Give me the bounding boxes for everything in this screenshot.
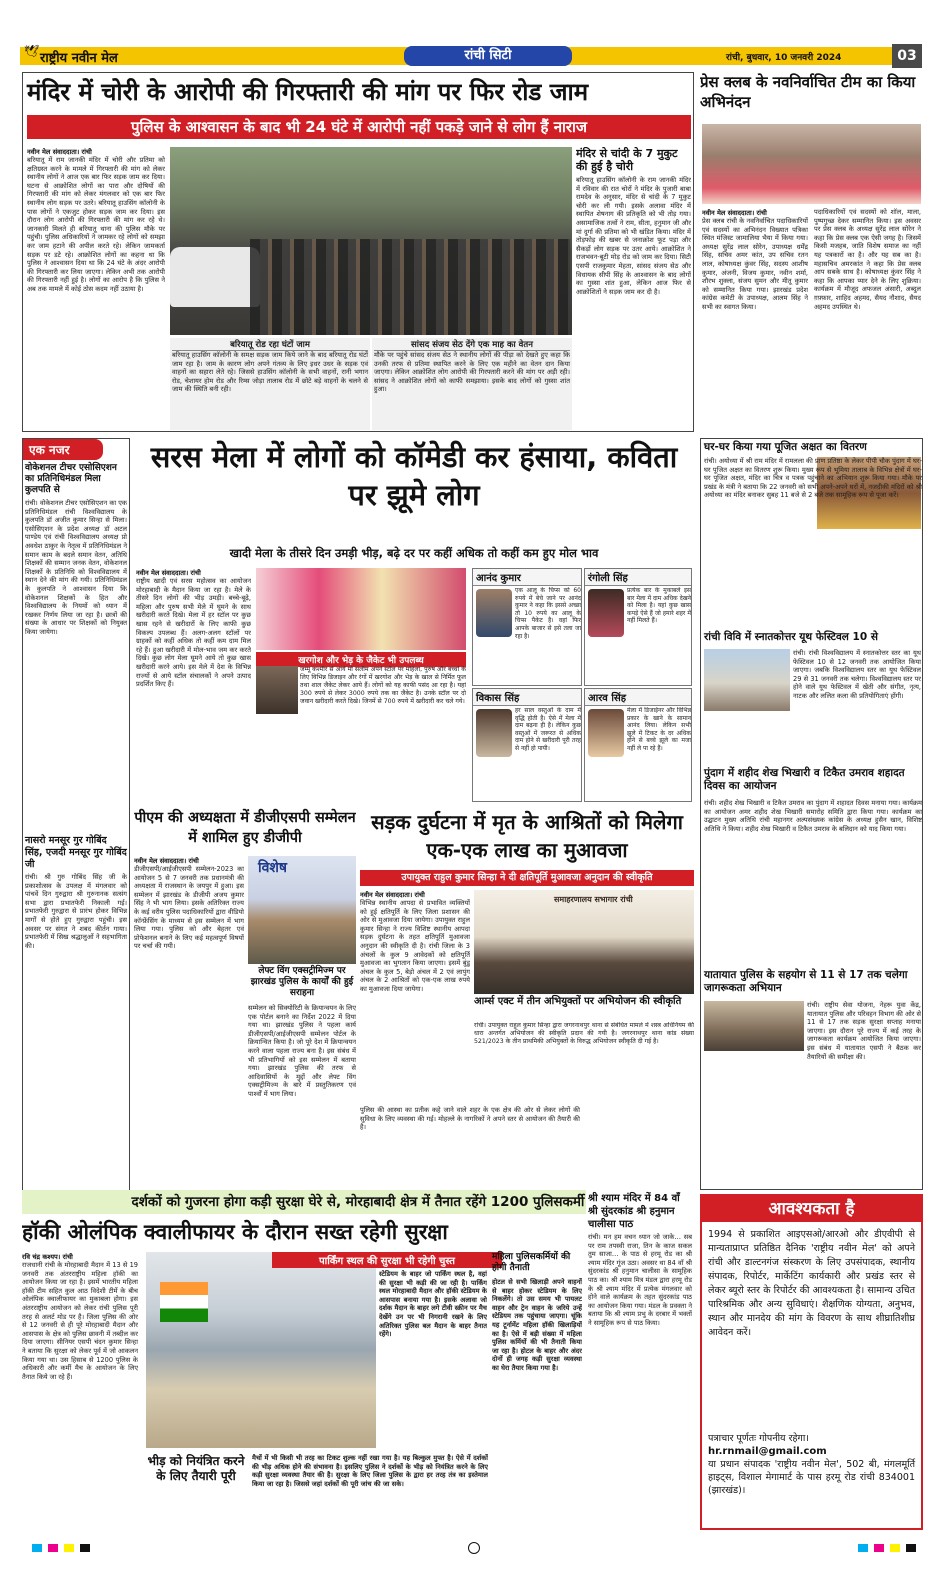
right-column	[700, 438, 923, 1190]
press-club-body-1: प्रेस क्लब रांची के नवनिर्वाचित पदाधिकारियों एवं सदस्यों का अभिनंदन विख्यात पत्रिका स्थित मंजिस्ट जामालिया भैया में किया गया। अध्यक्ष सुरेंद्र लाल सोरेन, उपाध्यक्ष धर्मेंद्र सिंह, सचिव अमर कांत, उप सचिव रतन लाल, कोषाध्यक्ष कुंवर सिंह, सदस्य आशीष कुमार, अंजनी, विजय कुमार, नवीन शर्मा, शौरभ शुक्ला, संजय सुमन और मीतू कुमार को सम्मानित किया गया। झारखंड प्रदेश कांग्रेस कमेटी के उपाध्यक्ष, आलम सिंह ने सभी का स्वागत किया।	[702, 217, 808, 311]
pundag-headline: पुंदाग में शहीद शेख भिखारी व टिकैत उमराव शहादत दिवस का आयोजन	[704, 767, 905, 792]
photo-caption-2-title: सांसद संजय सेठ देंगे एक माह का वेतन	[374, 340, 570, 351]
university-photo	[704, 649, 790, 711]
pundag-body: रांची। शहीद शेख भिखारी व टिकैत उमराव का पुंदाग में शहादत दिवस मनाया गया। कार्यक्रम का आयोजन अमर शहीद शेख भिखारी समारोह समिति द्वारा किया गया। कार्यक्रम का उद्घाटन मुख्य अतिथि रांची महानगर अल्पसंख्यक कांग्रेस के अध्यक्ष हुसैन खान, विशिष्ट अतिथि ने किया। शहीद शेख भिखारी व टिकैत उमराव के बलिदान को याद किया गया।	[704, 799, 922, 833]
vacancy-address: या प्रधान संपादक 'राष्ट्रीय नवीन मेल', 502 बी, मंगलमूर्ति हाइट्स, विशाल मेगामार्ट के पास हरमू रोड रांची 834001 (झारखंड)।	[708, 1459, 915, 1496]
color-swatch-magenta-2	[874, 1544, 884, 1552]
dgp-text-col	[134, 856, 244, 1186]
yatayat-headline: यातायात पुलिस के सहयोग से 11 से 17 तक चलेगा जागरूकता अभियान	[704, 969, 908, 994]
vendor-photo-4	[588, 709, 624, 757]
photo-caption-1-title: बरियातू रोड रहा घंटों जाम	[172, 340, 368, 351]
accident-byline: नवीन मेल संवाददाता। रांची	[360, 891, 425, 899]
vendor-text-4: मेला में डिजाईनर और विभिन्न प्रकार के खाने के सामान आनंद लिया। लेकिन सभी झूले में टिकट के दर अधिक होने से बच्चे झूले का मजा नहीं ले पा रहे हैं।	[627, 707, 691, 752]
ek-nazar-column	[22, 438, 130, 1193]
top-story-subhead: पुलिस के आश्वासन के बाद भी 24 घंटे में आरोपी नहीं पकड़े जाने से लोग हैं नाराज	[27, 115, 691, 139]
top-story-headline: मंदिर में चोरी के आरोपी की गिरफ्तारी की मांग पर फिर रोड जाम	[27, 78, 589, 106]
dgp-body: डीजीएसपी/आईजीएसपी सम्मेलन-2023 का आयोजन 5 से 7 जनवरी तक प्रधानमंत्री की अध्यक्षता में राजस्थान के जयपुर में हुआ। इस सम्मेलन में झारखंड के डीजीपी अजय कुमार सिंह ने भी भाग लिया। इसके अतिरिक्त राज्य के कई वरीय पुलिस पदाधिकारियों द्वारा वीडियो कॉन्फ्रेंसिंग के माध्यम से इस सम्मेलन में भाग लिया गया। पुलिस को और बेहतर एवं प्रोफेशनल बनाने के लिए कई महत्वपूर्ण विषयों पर चर्चा की गयी।	[134, 865, 244, 951]
vendor-text-2: प्रत्येक बार के मुकाबले इस बार मेला में दाम अधिक देखने को मिला है। यहां कुछ खास कपड़े ऐसे हैं जो हमारे शहर में नहीं मिलते हैं।	[627, 587, 691, 625]
color-swatch-yellow-2	[890, 1544, 900, 1552]
print-registration-strip	[22, 1540, 922, 1556]
arms-act-caption-body: रांची। उपायुक्त राहुल कुमार सिन्हा द्वारा जगरनाथपुर थाना से संबंधित मामले में शस्त्र अधिनियम की धारा अन्तर्गत अभियोजन की स्वीकृति प्रदान की गयी है। जगरनाथपुर थाना कांड संख्या 521/2023 के तीन प्राथमिकी अभियुक्तों के विरुद्ध अभियोजन स्वीकृति दी गई है।	[474, 1022, 694, 1045]
saras-mela-subhead: खादी मेला के तीसरे दिन उमड़ी भीड़, बढ़े दर पर कहीं अधिक तो कहीं कम हुए मोल भाव	[229, 546, 599, 560]
ek-nazar-title: एक नजर	[23, 439, 103, 460]
arms-act-caption-head: आर्म्स एक्ट में तीन अभियुक्तों पर अभियोजन की स्वीकृति	[474, 996, 682, 1007]
press-club-headline: प्रेस क्लब के नवनिर्वाचित टीम का किया अभिनंदन	[700, 73, 916, 111]
ghar-ghar-headline: घर-घर किया गया पूजित अक्षत का वितरण	[704, 441, 867, 453]
vendor-photo-1	[476, 589, 512, 637]
saras-mela-photo-caption-head: खरगोश और भेड़ के जैकेट भी उपलब्ध	[256, 652, 466, 667]
top-story-byline: नवीन मेल संवाददाता। रांची	[27, 148, 92, 156]
vendor-box-2	[584, 568, 692, 686]
color-swatch-black	[80, 1544, 90, 1552]
dgp-headline: पीएम की अध्यक्षता में डीजीएसपी सम्मेलन में शामिल हुए डीजीपी	[134, 810, 356, 846]
vendor-text-1: एक आलू के चिप्स को 60 रुपये में बेचे जाने पर आनंद कुमार ने कहा कि इससे अच्छा तो 10 रुपये का आलू के चिप्स पैकेट है। वहां फिर आपके बाजार से इसे तला जा रहा है।	[515, 587, 581, 640]
jacket-seller-photo	[256, 666, 298, 714]
yatayat-photo	[704, 1001, 804, 1051]
saras-mela-headline: सरस मेला में लोगों को कॉमेडी कर हंसाया, कविता पर झूमे लोग	[150, 440, 678, 512]
vacancy-title: आवश्यकता है	[702, 1196, 921, 1222]
vendor-name-3: विकास सिंह	[473, 689, 581, 706]
road-blockade-photo	[170, 147, 572, 335]
vendor-box-1	[472, 568, 582, 686]
car-shape	[170, 247, 260, 307]
yatayat-body: रांची। राष्ट्रीय सेवा योजना, नेहरू युवा केंद्र, यातायात पुलिस और परिवहन विभाग की ओर से 11 से 17 तक सड़क सुरक्षा सप्ताह मनाया जाएगा। इस दौरान पूरे राज्य में कई तरह के जागरूकता कार्यक्रम आयोजित किया जाएगा। इस संबंध में यातायात एसपी ने बैठक कर तैयारियों की समीक्षा की।	[807, 1001, 921, 1061]
vendor-photo-2	[588, 589, 624, 637]
women-head: महिला पुलिसकर्मियों की होगी तैनाती	[492, 1252, 571, 1273]
press-club-col-1	[702, 208, 808, 430]
dgp-story	[134, 808, 356, 1186]
accident-headline: सड़क दुर्घटना में मृत के आश्रितों को मिलेगा एक-एक लाख का मुआवजा	[371, 810, 683, 862]
vacancy-email[interactable]: hr.rnmail@gmail.com	[708, 1446, 827, 1457]
security-banner-text: दर्शकों को गुजरना होगा कड़ी सुरक्षा घेरे से, मोरहाबादी क्षेत्र में तैनात रहेंगे 1200 पुलिसकर्मी	[131, 1194, 585, 1210]
section-tab: रांची सिटी	[404, 46, 572, 66]
saras-mela-photo	[256, 568, 466, 650]
masthead	[20, 44, 925, 68]
ek-nazar-item1-body: रांची। वोकेशनल टीचर एसोसिएशन का एक प्रतिनिधिमंडल रांची विश्वविद्यालय के कुलपति डॉ अजीत कुमार सिन्हा से मिला। एसोसिएशन के प्रदेश अध्यक्ष डॉ अटल पाण्डेय एवं रांची विश्वविद्यालय अध्यक्ष प्रो अवधेश ठाकुर के नेतृत्व में प्रतिनिधिमंडल ने समान काम के बदले समान वेतन, अतिथि शिक्षकों की सम्मान जनक वेतन, वोकेशनल शिक्षकों के प्रतिनिधि को विश्वविद्यालय में स्थान देने की मांग की गयी। प्रतिनिधिमंडल के कुलपति ने आश्वासन दिया कि वोकेशनल शिक्षकों के हित और विश्वविद्यालय के नियमों को ध्यान में रखकर निर्णय लिया जा रहा है। छात्रों की संख्या के आधार पर शिक्षकों को नियुक्त किया जायेगा।	[25, 499, 127, 636]
press-club-story	[700, 72, 923, 432]
color-swatch-magenta	[48, 1544, 58, 1552]
paper-name: राष्ट्रीय नवीन मेल	[40, 51, 118, 66]
press-club-byline: नवीन मेल संवाददाता। रांची	[702, 209, 767, 217]
color-swatch-black-2	[906, 1544, 916, 1552]
shyam-mandir-headline: श्री श्याम मंदिर में 84 वाँ श्री सुंदरकांड श्री हनुमान चालीसा पाठ	[586, 1190, 694, 1233]
page-number: 03	[892, 44, 922, 68]
yatra-body: पुलिस की आस्था का प्रतीक कहे जाने वाले शहर के एक क्षेत्र की ओर से लेकर लोगों की सुविधा के लिए व्यवस्था की गई। मोहल्ले के नागरिकों ने अपने स्तर से आयोजन की तैयारी की है।	[360, 1106, 580, 1132]
vendor-name-2: रंगोली सिंह	[585, 569, 691, 586]
ek-nazar-item2-body: रांची। श्री गुरु गोबिंद सिंह जी के प्रकाशोत्सव के उपलक्ष में मंगलवार को पांचवें दिन गुरुद्वारा श्री गुरुनानक सत्संग सभा द्वारा प्रभातफेरी निकाली गई। प्रभातफेरी गुरुद्वारा से प्रारंभ होकर विभिन्न मार्गों से होते हुए गुरुद्वारा पहुंची। इस अवसर पर संगत ने शबद कीर्तन गाया। प्रभातफेरी में सिख श्रद्धालुओं ने सहभागिता की।	[25, 873, 127, 950]
color-swatch-yellow	[64, 1544, 74, 1552]
dgp-photo-label: विशेष	[258, 860, 288, 876]
vendor-name-1: आनंद कुमार	[473, 569, 581, 586]
hockey-body: राजधानी रांची के मोरहाबादी मैदान में 13 से 19 जनवरी तक अंतरराष्ट्रीय महिला हॉकी का आयोजन किया जा रहा है। इसमें भारतीय महिला हॉकी टीम सहित कुल आठ विदेशी टीमें के बीच ओलंपिक क्वालीफायर का मुकाबला होगा। इस अंतरराष्ट्रीय आयोजन को लेकर रांची पुलिस पूरी तरह से अलर्ट मोड पर है। जिला पुलिस की ओर से 12 जनवरी से ही पूरे मोरहाबादी मैदान और आसपास के क्षेत्र को पुलिस छावनी में तब्दील कर दिया जाएगा। सीनियर एसपी चंदन कुमार सिन्हा ने बताया कि सुरक्षा को लेकर पूर्व में जो आकलन किया गया था। उस हिसाब से 1200 पुलिस के अधिकारी और कर्मी मैच के आयोजन के लिए तैनात किये जा रहे हैं।	[22, 1261, 138, 1381]
bird-logo-icon: 🕊	[24, 44, 40, 58]
crowd-body: मैचों में भी किसी भी तरह का टिकट शुल्क नहीं रखा गया है। यह बिल्कुल मुफ्त है। ऐसे में दर्शकों की भीड़ अधिक होने की संभावना है। इसलिए पुलिस ने दर्शकों के भीड़ को नियंत्रित करने के लिए कड़ी सुरक्षा व्यवस्था तैयार की है। सुरक्षा के लिए जिला पुलिस के द्वारा हर तरह तंत्र का इस्तेमाल किया जा रहा है। जिससे जहां दर्शकों की पूरी जांच की जा सके।	[252, 1454, 488, 1488]
hockey-story	[22, 1218, 582, 1530]
top-story-text-column	[27, 147, 165, 429]
saras-mela-body: राष्ट्रीय खादी एवं सरस महोत्सव का आयोजन मोरहाबादी के मैदान किया जा रहा है। मेले के तीसरे दिन लोगों की भीड़ उमड़ी। बच्चे-बूढ़े, महिला और पुरुष सभी मेले में घूमने के साथ खरीदारी करते दिखे। मेला में हर स्टॉल पर कुछ खास रहने से खरीदारों के लिए काफी कुछ विकल्प उपलब्ध हैं। अलग-अलग स्टॉलों पर ग्राहकों को कहीं अधिक तो कहीं कम दाम मिल रहे हैं। हुआ खरीदारी में मोल-भाव जम कर करते दिखे। कुछ लोग मेला घूमने आये तो कुछ खास खरीदारी करने आये। इस मेले में देश के विभिन्न राज्यों से आये स्टॉल संचालकों ने अपने उत्पाद प्रदर्शित किए हैं।	[136, 577, 251, 689]
vendor-box-3	[472, 688, 582, 802]
dateline: रांची, बुधवार, 10 जनवरी 2024	[726, 53, 842, 63]
dgp-photo	[248, 856, 356, 964]
color-swatch-cyan	[32, 1544, 42, 1552]
press-club-col-2	[814, 208, 921, 430]
vendor-text-3: हर साल वस्तुओं के दाम में वृद्धि होती है। ऐसे में मेला में दाम बढ़ना ही है। लेकिन कुछ वस्तुओं में जरूरत से अधिक दाम होने से खरीदारी पूरी तरह से नहीं हो पायी।	[515, 707, 581, 752]
press-club-body-2: पदाधिकारियों एवं सदस्यों को शॉल, माला, पुष्पगुच्छ देकर सम्मानित किया। इस अवसर पर प्रेस क्लब के अध्यक्ष सुरेंद्र लाल सोरेन ने कहा कि प्रेस क्लब एक ऐसी जगह है। जिसमें किसी मजहब, जाति विशेष समाज का नहीं यह पत्रकारों का है। और यह सब का है। महासचिव अमरकांत ने कहा कि प्रेस क्लब आप सबके साथ है। कोषाध्यक्ष कुंवर सिंह ने कहा कि आपका प्यार देने के लिए शुक्रिया। कार्यक्रम में मौजूद अफजल अंसारी, अब्दुल ग़फ़्फ़ार, शाहिद अहमद, सैयद नौशाद, सैयद अहमद उपस्थित थे।	[814, 208, 921, 311]
ghar-ghar-body: रांची। अयोध्या में श्री राम मंदिर में रामलला की प्राण प्रतिष्ठा के लेकर पीपी चौक पुंदाग में घर-घर पूजित अक्षत का वितरण शुरू किया। मुख्य रूप से भूमिया तालाब के विभिन्न क्षेत्रों में घर-घर पूजित अक्षत, मंदिर का चित्र व पत्रक पहुंचाने का अभियान शुरू किया गया। मौके पर प्रखंड के मंत्री ने बताया कि 22 जनवरी को सभी अपने-अपने घरों में, नजदीकी मंदिरों को श्री अयोध्या का मंदिर बनाकर सुबह 11 बजे से 2 बजे तक सामूहिक रूप से पूजा करें।	[704, 457, 922, 500]
accident-text-col	[360, 890, 470, 1102]
youth-fest-headline: रांची विवि में स्नातकोत्तर यूथ फेस्टिवल 10 से	[704, 631, 878, 643]
accident-body: विभिन्न स्थानीय आपदा से प्रभावित व्यक्तियों को हुई क्षतिपूर्ति के लिए जिला प्रशासन की ओर से मुआवजा दिया जायेगा। उपायुक्त राहुल कुमार सिन्हा ने राज्य विशिष्ट स्थानीय आपदा सड़क दुर्घटना के तहत क्षतिपूर्ति मुआवजा अनुदान की स्वीकृति दी है। रांची जिला के 3 अंचलों के कुल 9 आवेदकों को क्षतिपूर्ति मुआवजा का भुगतान किया जाएगा। इसमें बुंडू अंचल के कुल 5, बेड़ो अंचल में 2 एवं लापुंग अंचल के 2 आश्रितों को एक-एक लाख रुपये का मुआवजा दिया जायेगा।	[360, 899, 470, 993]
dgp-caption: लेफ्ट विंग एक्सट्रीमिज्म पर झारखंड पुलिस के कार्यों की हुई सराहना	[250, 966, 354, 998]
vendor-name-4: आरव सिंह	[585, 689, 691, 706]
meeting-photo	[474, 890, 694, 994]
shyam-mandir-story	[586, 1190, 694, 1530]
vacancy-body: 1994 से प्रकाशित आइएसओ/आरओ और डीएवीपी से मान्यताप्राप्त प्रतिष्ठित दैनिक 'राष्ट्रीय नवीन मेल' को अपने रांची और डाल्टनगंज संस्करण के लिए उपसंपादक, स्थानीय संपादक, रिपोर्टर, मार्केटिंग कार्यकारी और प्रखंड स्तर से लेकर ब्यूरो स्तर के रिपोर्टर की आवश्यकता है। सामान्य उचित पारिश्रमिक और अन्य सुविधाएं। शैक्षणिक योग्यता, अनुभव, स्थान और मानदेय की मांग के विवरण के साथ शीघ्रातिशीघ्र आवेदन करें।	[708, 1229, 915, 1338]
side-body: बरियातू हाउसिंग कॉलोनी के राम जानकी मंदिर में रविवार की रात चोरों ने मंदिर के पुजारी बाबा रामदेव के अनुसार, मंदिर से चांदी के 7 मुकुट चोरी कर ली गयी। इसके अलावा मंदिर में स्थापित शेषनाग की प्रतिकृति को भी तोड़ गया। असामाजिक तत्वों ने राम, सीता, हनुमान जी और मां दुर्गा की प्रतिमा को भी खंडित किया। मंदिर में तोड़फोड़ की खबर से जनाक्रोश फूट पड़ा और सैकड़ों लोग सड़क पर उतर आये। आक्रोशित ने राजभवन-बूटी मोड़ रोड को जाम कर दिया। सिटी एसपी राजकुमार मेहता, सांसद संजय सेठ और विधायक सीपी सिंह के आश्वासन के बाद लोगों का गुस्सा शांत हुआ, लेकिन आज फिर से आक्रोशितों ने सड़क जाम कर दी है।	[576, 176, 691, 296]
hockey-text-col	[22, 1252, 138, 1530]
color-swatch-cyan-2	[858, 1544, 868, 1552]
women-body: होटल से सभी खिलाड़ी अपने वाहनों से बाहर होकर स्टेडियम के लिए निकलेंगे। तो उस समय भी पायलट वाहन और ट्रेन वाहन के जरिये उन्हें स्टेडियम तक पहुंचाया जाएगा। चूंकि यह टूर्नामेंट महिला हॉकी खिलाड़ियों का है। ऐसे में बड़ी संख्या में महिला पुलिस कर्मियों की भी तैनाती किया जा रहा है। होटल के बाहर और अंदर दोनों ही जगह कड़ी सुरक्षा व्यवस्था का घेरा तैयार किया गया है।	[492, 1278, 582, 1372]
ek-nazar-item1-head: वोकेशनल टीचर एसोसिएशन का प्रतिनिधिमंडल मिला कुलपति से	[25, 463, 117, 495]
press-club-photo	[702, 124, 921, 204]
accident-subhead: उपायुक्त राहुल कुमार सिन्हा ने दी क्षतिपूर्ति मुआवजा अनुदान की स्वीकृति	[360, 870, 694, 886]
photo-caption-1	[170, 338, 370, 430]
hockey-byline: रवि चंद्र कश्यप। रांची	[22, 1253, 73, 1261]
shyam-mandir-body: रांची। मन हम वचन ध्यान जो जाके… सब पर राम तपस्वी राजा, तिन के काज सकल तुम साजा… के पाठ से हरमू रोड का श्री श्याम मंदिर गूंज उठा। अवसर था 84 वाँ श्री सुंदरकांड श्री हनुमान चालीसा के सामूहिक पाठ का। श्री श्याम मित्र मंडल द्वारा हरमू रोड के श्री श्याम मंदिर में प्रत्येक मंगलवार को होने वाले कार्यक्रम के तहत सुंदरकांड पाठ का आयोजन किया गया। मंडल के प्रवक्ता ने बताया कि श्री श्याम प्रभु के दरबार में भक्तों ने सामूहिक रूप से पाठ किया।	[588, 1233, 692, 1327]
saras-mela-text-col	[136, 568, 251, 802]
crowd-shape	[250, 239, 570, 335]
saras-mela-byline: नवीन मेल संवाददाता। रांची	[136, 569, 201, 577]
photo-caption-2	[372, 338, 572, 430]
vendor-photo-3	[476, 709, 512, 757]
police-officer-photo	[146, 1252, 376, 1448]
vendor-box-4	[584, 688, 692, 802]
vacancy-ad	[700, 1194, 923, 1530]
top-story-body: बरियातू में राम जानकी मंदिर में चोरी और प्रतिमा को क्षतिग्रस्त करने के मामले में गिरफ्तारी की मांग को लेकर स्थानीय लोगों ने आज एक बार फिर सड़क जाम कर दिया। घटना से आक्रोशित लोगों का पारा और दोषियों की गिरफ्तारी की मांग को लेकर मंगलवार को एक बार फिर स्थानीय लोग सड़क पर उतरे। बरियातू हाउसिंग कॉलोनी के पास लोगों ने एकजुट होकर सड़क जाम कर दिया। इस दौरान लोग आरोपी की गिरफ्तारी की मांग कर रहे थे। जानकारी मिलते ही बरियातू थाना की पुलिस मौके पर पहुंची। पुलिस अधिकारियों ने जामकर रहे लोगों को समझा कर जाम हटाने की अपील करते रहे। लेकिन जामकर्ता सड़क पर डटे रहे। आक्रोशित लोगों का कहना था कि पुलिस ने आश्वासन दिया था कि 24 घंटे के अंदर आरोपी की गिरफ्तारी कर लिया जाएगा। लेकिन अभी तक आरोपी की गिरफ्तारी नहीं हुई है। लोगों का आरोप है कि पुलिस ने अब तक मामले में कोई ठोस कदम नहीं उठाया है।	[27, 156, 165, 293]
saras-mela-photo-caption: जम्मू कश्मीर से आये मो सलीम अपने स्टॉल पर महिला, पुरुष और बच्चों के लिए विभिन्न डिजाइन और रंगों में खरगोश और भेड़ के खाल से निर्मित फूल तथा शाल जैकेट लेकर आये हैं। लोगों को यह काफी पसंद आ रहा है। यहां 300 रुपये से लेकर 3000 रुपये तक का जैकेट है। उनके स्टॉल पर दो जवान खरीदारी करते दिखे। जिनमें से 700 रुपये में खरीदारी कर चले गये।	[300, 666, 466, 705]
ek-nazar-item2-head: नासरो मनसूर गुर गोबिंद सिंह, एजदी मनसूर गुर गोबिंद जी	[25, 835, 127, 870]
side-headline: मंदिर से चांदी के 7 मुकुट की हुई है चोरी	[576, 147, 678, 173]
accident-story	[360, 808, 694, 1186]
dgp-byline: नवीन मेल संवाददाता। रांची	[134, 857, 199, 865]
saras-mela-story	[134, 438, 694, 803]
meeting-photo-label: समाहरणालय सभागार रांची	[554, 895, 633, 904]
top-story	[22, 72, 694, 432]
hockey-headline: हॉकी ओलंपिक क्वालीफायर के दौरान सख्त रहेगी सुरक्षा	[22, 1220, 448, 1244]
crowd-head: भीड़ को नियंत्रित करने के लिए तैयारी पूरी	[147, 1454, 245, 1483]
photo-caption-1-text: बरियातू हाउसिंग कॉलोनी के समक्ष सड़क जाम किये जाने के बाद बरियातू रोड घंटों जाम रहा है। जाम के कारण लोग अपने गंतव्य के लिए इधर उधर के सड़क एवं वाहनों का सहारा लेते रहे। जिससे हाउसिंग कॉलोनी के सभी वाहनों, रानी भगान रोड, चेशायर होम रोड और रिम्स जोड़ा तालाब रोड में छोटे बड़े वाहनों के चलने से जाम की स्थिति बनी रही।	[172, 351, 368, 394]
vacancy-contact-label: पत्राचार पूर्णतः गोपनीय रहेगा।	[708, 1433, 809, 1444]
parking-head: पार्किंग स्थल की सुरक्षा भी रहेगी चुस्त	[272, 1252, 502, 1268]
dgp-body-2: सम्मेलन को सिक्योरिटी के क्रियान्वयन के लिए एक पोर्टल बनाने का निर्देश 2022 में दिया गया था। झारखंड पुलिस ने पहला कार्य डीजीएसपी/आईजीएसपी सम्मेलन पोर्टल के क्रियान्वित किया है। जो पूरे देश में क्रियान्वयन करने वाला पहला राज्य बना है। इस संबंध में भी प्रतिभागियों को इस सम्मेलन में बताया गया। झारखंड पुलिस की तरफ से आदिवासियों के मुद्दों और लेफ्ट विंग एक्सट्रीमिज्म के बारे में प्रस्तुतिकरण एवं पार्श्वों में भाग लिया।	[248, 1004, 356, 1098]
side-column	[576, 147, 691, 429]
registration-mark-icon	[468, 1542, 480, 1554]
flag-shape	[160, 1282, 208, 1322]
photo-caption-2-text: मौके पर पहुंचे सांसद संजय सेठ ने स्थानीय लोगों की पीड़ा को देखते हुए कहा कि उनकी तरफ से प्रतिमा स्थापित करने के लिए एक महीने का वेतन दान किया जाएगा। लेकिन आक्रोशित लोग आरोपी की गिरफ्तारी करने की मांग पर अड़ी रही। सांसद ने आक्रोशित लोगों को काफी समझाया। इसके बाद लोगों को गुस्सा शांत हुआ।	[374, 351, 570, 394]
parking-body: स्टेडियम के बाहर जो पार्किंग स्थल है, वहां की सुरक्षा भी कड़ी की जा रही है। पार्किंग स्थल मोरहाबादी मैदान और हॉकी स्टेडियम के आसपास बनाया गया है। इसके अलावा जो दर्शक मैदान के बाहर लगे टीवी स्क्रीन पर मैच देखेंगे उन पर भी निगरानी रखने के लिए अतिरिक्त पुलिस बल मैदान के बाहर तैनात रहेंगे।	[379, 1270, 487, 1339]
youth-fest-body: रांची। रांची विश्वविद्यालय में स्नातकोत्तर स्तर का यूथ फेस्टिवल 10 से 12 जनवरी तक आयोजित किया जाएगा। जबकि विश्वविद्यालय स्तर का यूथ फेस्टिवल 29 से 31 जनवरी तक चलेगा। विश्वविद्यालय स्तर पर होने वाले यूथ फेस्टिवल में खेती और संगीत, नृत्य, नाटक और ललित कला की प्रतियोगिताएं होंगी।	[793, 649, 921, 700]
